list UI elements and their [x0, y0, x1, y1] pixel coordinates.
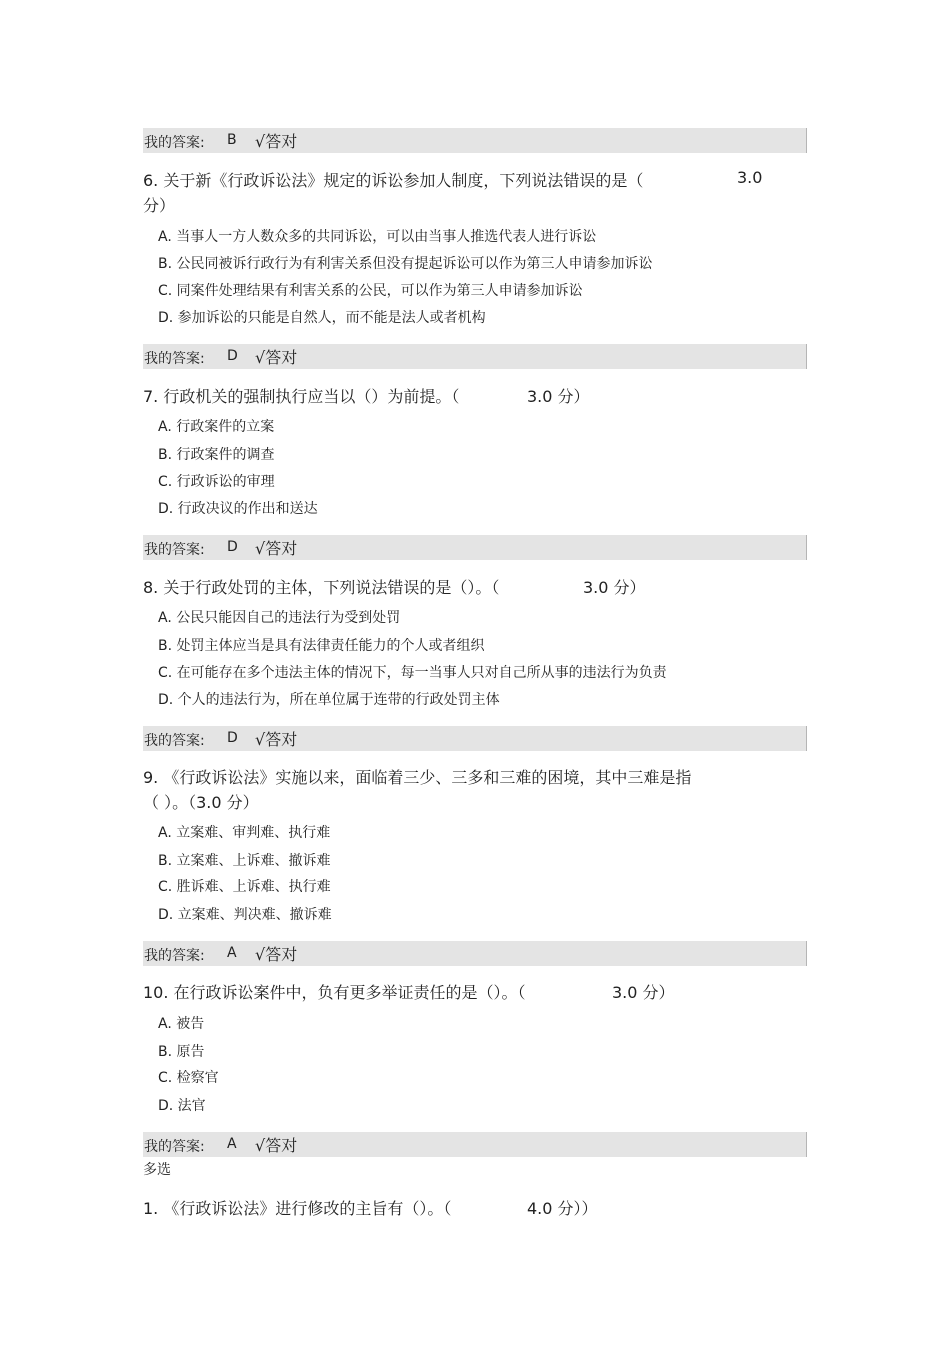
answer-letter: A	[227, 1136, 237, 1152]
section-heading-multiple-choice: 多选	[143, 1162, 171, 1178]
question-6-text-cont: 分）	[143, 196, 176, 215]
answer-correct-mark: √答对	[255, 945, 298, 964]
answer-letter: D	[227, 348, 238, 364]
question-9-text: 9. 《行政诉讼法》实施以来，面临着三少、三多和三难的困境，其中三难是指	[143, 768, 692, 787]
answer-bar	[143, 726, 807, 751]
answer-label: 我的答案:	[144, 351, 205, 367]
answer-bar	[143, 535, 807, 560]
option-c: C. 在可能存在多个违法主体的情况下，每一当事人只对自己所从事的违法行为负责	[158, 665, 667, 681]
option-a: A. 公民只能因自己的违法行为受到处罚	[158, 610, 401, 626]
question-7-text: 7. 行政机关的强制执行应当以（）为前提。（	[143, 387, 460, 406]
answer-bar	[143, 344, 807, 369]
answer-label: 我的答案:	[144, 542, 205, 558]
option-a: A. 立案难、审判难、执行难	[158, 825, 331, 841]
question-9-text-cont: （ ）。（3.0 分）	[143, 793, 259, 812]
question-6-score: 3.0	[737, 168, 763, 187]
answer-letter: D	[227, 730, 238, 746]
option-d: D. 立案难、判决难、撤诉难	[158, 907, 332, 923]
option-b: B. 原告	[158, 1044, 205, 1060]
option-d: D. 参加诉讼的只能是自然人，而不能是法人或者机构	[158, 310, 486, 326]
answer-letter: B	[227, 132, 237, 148]
option-b: B. 行政案件的调查	[158, 447, 275, 463]
option-d: D. 法官	[158, 1098, 206, 1114]
option-c: C. 行政诉讼的审理	[158, 474, 275, 490]
option-a: A. 当事人一方人数众多的共同诉讼，可以由当事人推选代表人进行诉讼	[158, 229, 597, 245]
answer-bar	[143, 128, 807, 153]
question-10-score: 3.0 分）	[612, 983, 675, 1002]
answer-letter: A	[227, 945, 237, 961]
answer-label: 我的答案:	[144, 135, 205, 151]
option-b: B. 处罚主体应当是具有法律责任能力的个人或者组织	[158, 638, 485, 654]
answer-label: 我的答案:	[144, 1139, 205, 1155]
answer-label: 我的答案:	[144, 733, 205, 749]
question-8-text: 8. 关于行政处罚的主体，下列说法错误的是（）。（	[143, 578, 500, 597]
option-c: C. 胜诉难、上诉难、执行难	[158, 879, 331, 895]
option-b: B. 立案难、上诉难、撤诉难	[158, 853, 331, 869]
question-10-text: 10. 在行政诉讼案件中，负有更多举证责任的是（）。（	[143, 983, 526, 1002]
answer-bar	[143, 941, 807, 966]
multi-question-1-score: 4.0 分））	[527, 1199, 598, 1218]
answer-bar	[143, 1132, 807, 1157]
option-c: C. 检察官	[158, 1070, 219, 1086]
answer-correct-mark: √答对	[255, 348, 298, 367]
question-7-score: 3.0 分）	[527, 387, 590, 406]
option-a: A. 行政案件的立案	[158, 419, 275, 435]
question-6-text: 6. 关于新《行政诉讼法》规定的诉讼参加人制度，下列说法错误的是（	[143, 171, 644, 190]
option-b: B. 公民同被诉行政行为有利害关系但没有提起诉讼可以作为第三人申请参加诉讼	[158, 256, 653, 272]
answer-correct-mark: √答对	[255, 539, 298, 558]
option-d: D. 个人的违法行为，所在单位属于连带的行政处罚主体	[158, 692, 500, 708]
answer-label: 我的答案:	[144, 948, 205, 964]
answer-correct-mark: √答对	[255, 730, 298, 749]
question-8-score: 3.0 分）	[583, 578, 646, 597]
answer-correct-mark: √答对	[255, 1136, 298, 1155]
multi-question-1-text: 1. 《行政诉讼法》进行修改的主旨有（）。（	[143, 1199, 452, 1218]
option-a: A. 被告	[158, 1016, 205, 1032]
option-c: C. 同案件处理结果有利害关系的公民，可以作为第三人申请参加诉讼	[158, 283, 583, 299]
answer-correct-mark: √答对	[255, 132, 298, 151]
option-d: D. 行政决议的作出和送达	[158, 501, 318, 517]
answer-letter: D	[227, 539, 238, 555]
